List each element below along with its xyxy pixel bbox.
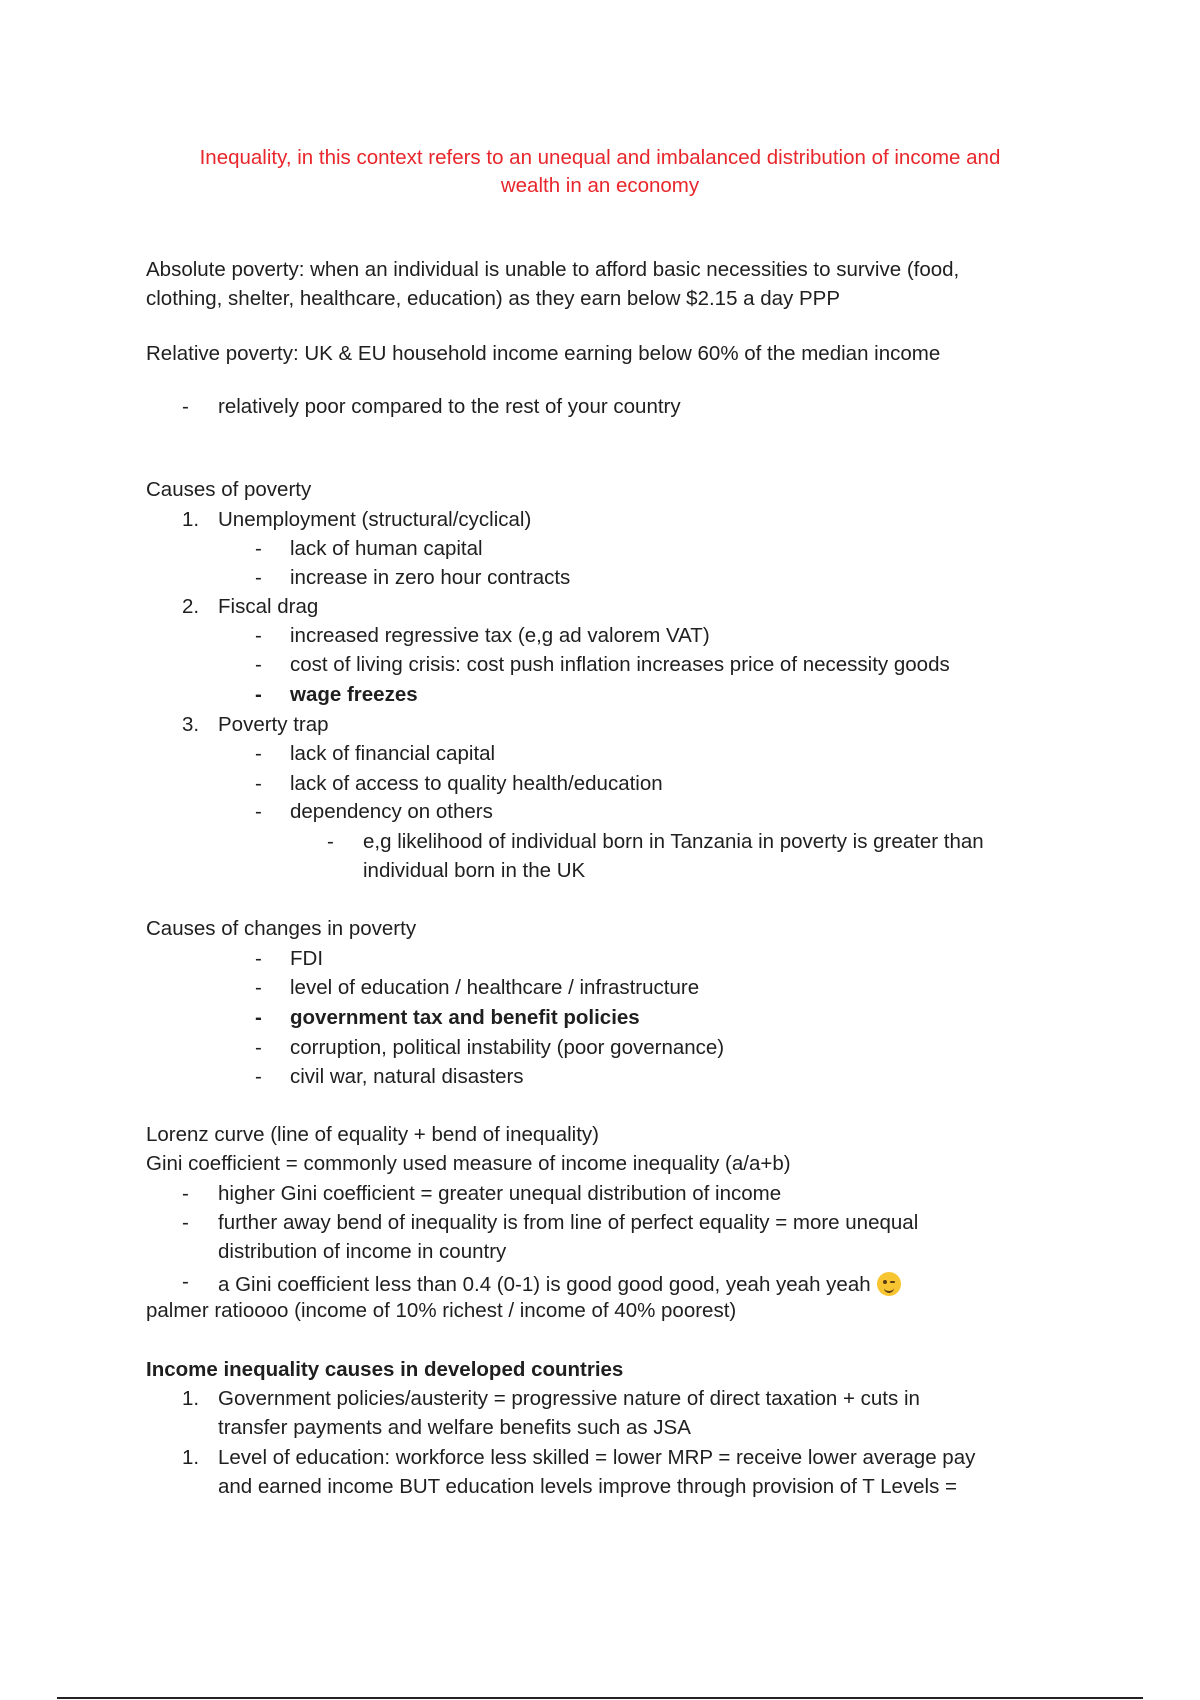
list-item: FDI <box>290 947 324 970</box>
gini-coefficient-line: Gini coefficient = commonly used measure of income inequality (a/a+b) <box>146 1152 791 1175</box>
cause-unemployment: Unemployment (structural/cyclical) <box>218 508 532 531</box>
education-line-2: and earned income BUT education levels improve through provision of T Levels = <box>218 1475 958 1498</box>
list-number: 3. <box>182 713 200 736</box>
absolute-poverty-line-2: clothing, shelter, healthcare, education) as they earn below $2.15 a day PPP <box>146 287 841 310</box>
lorenz-curve-line: Lorenz curve (line of equality + bend of inequality) <box>146 1123 599 1146</box>
list-number: 1. <box>182 508 200 531</box>
list-item: government tax and benefit policies <box>290 1006 640 1029</box>
dash-marker: - <box>255 653 262 676</box>
dash-marker: - <box>255 947 262 970</box>
palmer-ratio-line: palmer ratioooo (income of 10% richest / income of 40% poorest) <box>146 1299 737 1322</box>
absolute-poverty-line-1: Absolute poverty: when an individual is unable to afford basic necessities to survive (food, <box>146 258 960 281</box>
list-item: further away bend of inequality is from line of perfect equality = more unequal <box>218 1211 919 1234</box>
gini-threshold-item <box>218 1272 901 1296</box>
list-number: 1. <box>182 1387 200 1410</box>
list-item: lack of financial capital <box>290 742 496 765</box>
list-item: wage freezes <box>290 683 418 706</box>
list-number: 1. <box>182 1446 200 1469</box>
list-item: lack of access to quality health/education <box>290 772 663 795</box>
definition-line-2: wealth in an economy <box>500 174 700 197</box>
example-line-2: individual born in the UK <box>363 859 586 882</box>
austerity-line-2: transfer payments and welfare benefits such as JSA <box>218 1416 691 1439</box>
dash-marker: - <box>255 1006 262 1029</box>
page-bottom-rule <box>57 1697 1143 1699</box>
cause-poverty-trap: Poverty trap <box>218 713 329 736</box>
dash-marker: - <box>182 395 189 418</box>
list-item: level of education / healthcare / infrastructure <box>290 976 700 999</box>
relative-poverty-bullet: relatively poor compared to the rest of your country <box>218 395 681 418</box>
austerity-line-1: Government policies/austerity = progressive nature of direct taxation + cuts in <box>218 1387 920 1410</box>
list-item: civil war, natural disasters <box>290 1065 524 1088</box>
cause-fiscal-drag: Fiscal drag <box>218 595 319 618</box>
education-line-1: Level of education: workforce less skilled = lower MRP = receive lower average pay <box>218 1446 976 1469</box>
list-item: increased regressive tax (e,g ad valorem VAT) <box>290 624 710 647</box>
definition-line-1: Inequality, in this context refers to an unequal and imbalanced distribution of income and <box>199 146 1001 169</box>
income-inequality-heading: Income inequality causes in developed countries <box>146 1358 624 1381</box>
dash-marker: - <box>255 772 262 795</box>
dash-marker: - <box>255 566 262 589</box>
list-item: corruption, political instability (poor governance) <box>290 1036 725 1059</box>
dash-marker: - <box>182 1211 189 1234</box>
dash-marker: - <box>255 800 262 823</box>
list-item: dependency on others <box>290 800 493 823</box>
dash-marker: - <box>255 537 262 560</box>
list-item-continued: distribution of income in country <box>218 1240 507 1263</box>
dash-marker: - <box>255 976 262 999</box>
dash-marker: - <box>182 1270 189 1293</box>
dash-marker: - <box>255 742 262 765</box>
dash-marker: - <box>327 830 334 853</box>
changes-heading: Causes of changes in poverty <box>146 917 417 940</box>
list-item: lack of human capital <box>290 537 483 560</box>
causes-heading: Causes of poverty <box>146 478 312 501</box>
relative-poverty-text: Relative poverty: UK & EU household income earning below 60% of the median income <box>146 342 941 365</box>
dash-marker: - <box>255 683 262 706</box>
gini-threshold-text: a Gini coefficient less than 0.4 (0-1) is good good good, yeah yeah yeah <box>218 1273 871 1296</box>
dash-marker: - <box>182 1182 189 1205</box>
list-item: higher Gini coefficient = greater unequal distribution of income <box>218 1182 782 1205</box>
list-item: increase in zero hour contracts <box>290 566 571 589</box>
winking-face-icon <box>877 1272 901 1296</box>
list-number: 2. <box>182 595 200 618</box>
dash-marker: - <box>255 624 262 647</box>
dash-marker: - <box>255 1036 262 1059</box>
list-item: cost of living crisis: cost push inflation increases price of necessity goods <box>290 653 950 676</box>
dash-marker: - <box>255 1065 262 1088</box>
example-line-1: e,g likelihood of individual born in Tanzania in poverty is greater than <box>363 830 984 853</box>
